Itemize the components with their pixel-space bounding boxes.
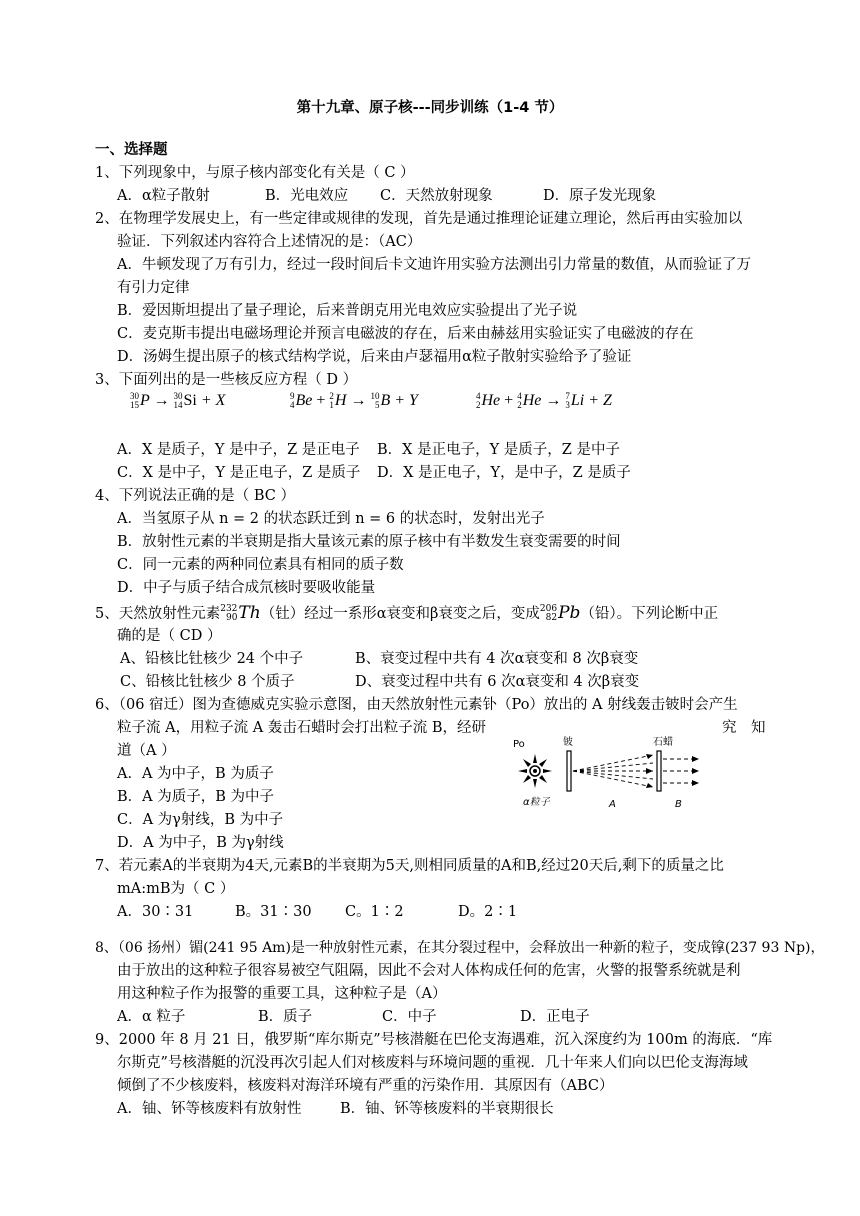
- alpha-particle-label: α粒子: [523, 797, 550, 808]
- q6-option-d: D．A 为中子，B 为γ射线: [117, 835, 284, 851]
- q2-stem-line2: 验证．下列叙述内容符合上述情况的是：（AC）: [117, 234, 422, 250]
- q6-option-b: B．A 为质子，B 为中子: [117, 789, 274, 805]
- q6-stem-line1: 6、（06 宿迁）图为查德威克实验示意图，由天然放射性元素钋（Po）放出的 A 射线轰击铍时会产生: [95, 697, 738, 713]
- q8-stem-line1: 8、（06 扬州）镅(241 95 Am)是一种放射性元素，在其分裂过程中，会释放出一种新的粒子，变成镎(237 93 Np)，: [95, 940, 825, 956]
- q9-option-a: A．铀、钚等核废料有放射性: [117, 1101, 302, 1117]
- po-label: Po: [513, 739, 525, 750]
- q2-option-a-line1: A．牛顿发现了万有引力，经过一段时间后卡文迪许用实验方法测出引力常量的数值，从而验证了万: [117, 257, 751, 273]
- q3-equation-1: 30 15 P → 30 14 Si + X: [130, 391, 226, 411]
- q4-option-b: B．放射性元素的半衰期是指大量该元素的原子核中有半数发生衰变需要的时间: [117, 534, 621, 550]
- q5-option-c: C、铅核比钍核少 8 个质子: [120, 674, 295, 690]
- q6-option-c: C．A 为γ射线，B 为中子: [117, 812, 284, 828]
- q3-option-a: A．X 是质子，Y 是中子，Z 是正电子: [117, 442, 360, 458]
- q7-option-c: C。1∶2: [345, 904, 404, 920]
- q7-option-b: B。31∶30: [235, 904, 312, 920]
- q8-option-b: B．质子: [258, 1009, 313, 1025]
- q8-option-d: D．正电子: [520, 1009, 590, 1025]
- ray-a-lines: [573, 755, 653, 787]
- q3-equation-2: 9 4 Be + 2 1 H → 10 5 B + Y: [290, 391, 418, 411]
- q9-option-b: B．铀、钚等核废料的半衰期很长: [340, 1101, 554, 1117]
- q2-option-d: D．汤姆生提出原子的核式结构学说，后来由卢瑟福用α粒子散射实验给予了验证: [117, 349, 632, 365]
- q4-option-d: D．中子与质子结合成氘核时要吸收能量: [117, 580, 376, 596]
- q8-stem-line3: 用这种粒子作为报警的重要工具，这种粒子是（A）: [117, 986, 447, 1002]
- q3-option-b: B．X 是正电子，Y 是质子，Z 是中子: [377, 442, 620, 458]
- q7-stem-line2: mA:mB为（ C ）: [117, 881, 235, 897]
- q1-option-c: C．天然放射现象: [380, 188, 493, 204]
- q3-option-c: C．X 是中子，Y 是正电子，Z 是质子: [117, 465, 361, 481]
- q5-stem-line2: 确的是（ CD ）: [117, 628, 222, 644]
- stream-a-label: A: [609, 799, 616, 810]
- q7-option-d: D。2∶1: [458, 904, 518, 920]
- q2-stem-line1: 2、在物理学发展史上，有一些定律或规律的发现，首先是通过推理论证建立理论，然后再由实验加以: [95, 211, 743, 227]
- page-title: 第十九章、原子核---同步训练（1-4 节）: [296, 100, 564, 116]
- q6-stem-line3: 道（A ）: [117, 743, 176, 759]
- paraffin-plate: [657, 751, 661, 791]
- q2-option-b: B．爱因斯坦提出了量子理论，后来普朗克用光电效应实验提出了光子说: [117, 303, 578, 319]
- q8-option-a: A．α 粒子: [117, 1009, 186, 1025]
- q5-option-a: A、铅核比钍核少 24 个中子: [120, 651, 304, 667]
- q9-stem-line3: 倾倒了不少核废料，核废料对海洋环境有严重的污染作用．其原因有（ABC）: [117, 1078, 614, 1094]
- q8-option-c: C．中子: [382, 1009, 437, 1025]
- q7-option-a: A．30∶31: [117, 904, 194, 920]
- q4-stem: 4、下列说法正确的是（ BC ）: [95, 488, 295, 504]
- q2-option-a-line2: 有引力定律: [117, 280, 190, 296]
- q9-stem-line1: 9、2000 年 8 月 21 日，俄罗斯“库尔斯克”号核潜艇在巴伦支海遇难，沉入深度约为 100m 的海底．“库: [95, 1032, 773, 1048]
- beryllium-plate: [567, 751, 571, 791]
- q7-stem-line1: 7、若元素A的半衰期为4天,元素B的半衰期为5天,则相同质量的A和B,经过20天后,剩下的质量之比: [95, 858, 724, 874]
- q3-option-d: D．X 是正电子，Y，是中子，Z 是质子: [377, 465, 631, 481]
- q4-option-a: A．当氢原子从 n = 2 的状态跃迁到 n = 6 的状态时，发射出光子: [117, 511, 545, 527]
- q9-stem-line2: 尔斯克”号核潜艇的沉没再次引起人们对核废料与环境问题的重视．几十年来人们向以巴伦支海海域: [117, 1055, 748, 1071]
- stream-b-label: B: [675, 799, 682, 810]
- q6-option-a: A．A 为中子，B 为质子: [117, 766, 274, 782]
- q5-option-d: D、衰变过程中共有 6 次α衰变和 4 次β衰变: [355, 674, 640, 690]
- q4-option-c: C．同一元素的两种同位素具有相同的质子数: [117, 557, 404, 573]
- q1-stem: 1、下列现象中，与原子核内部变化有关是（ C ）: [95, 165, 415, 181]
- q1-option-a: A．α粒子散射: [117, 188, 210, 204]
- q1-option-b: B．光电效应: [265, 188, 349, 204]
- beryllium-label: 铍: [563, 737, 573, 748]
- section-heading: 一、选择题: [95, 142, 168, 158]
- q6-stem-line2-end: 究 知: [722, 720, 766, 736]
- paraffin-label: 石蜡: [653, 737, 673, 748]
- q1-option-d: D．原子发光现象: [543, 188, 657, 204]
- polonium-source-icon: [518, 754, 552, 788]
- q8-stem-line2: 由于放出的这种粒子很容易被空气阻隔，因此不会对人体构成任何的危害，火警的报警系统就是利: [117, 963, 741, 979]
- q5-stem-line1: 5、天然放射性元素 232 90 Th（钍）经过一系形α衰变和β衰变之后，变成 206 82 Pb（铅）。下列论断中正: [95, 603, 719, 623]
- q3-equation-3: 4 2 He + 4 2 He → 7 3 Li + Z: [476, 391, 612, 411]
- q2-option-c: C．麦克斯韦提出电磁场理论并预言电磁波的存在，后来由赫兹用实验证实了电磁波的存在: [117, 326, 694, 342]
- chadwick-experiment-diagram: [505, 735, 705, 815]
- q6-stem-line2: 粒子流 A，用粒子流 A 轰击石蜡时会打出粒子流 B，经研: [117, 720, 487, 736]
- q5-option-b: B、衰变过程中共有 4 次α衰变和 8 次β衰变: [355, 651, 639, 667]
- ray-b-lines: [663, 759, 695, 783]
- q3-stem: 3、下面列出的是一些核反应方程（ D ）: [95, 372, 358, 388]
